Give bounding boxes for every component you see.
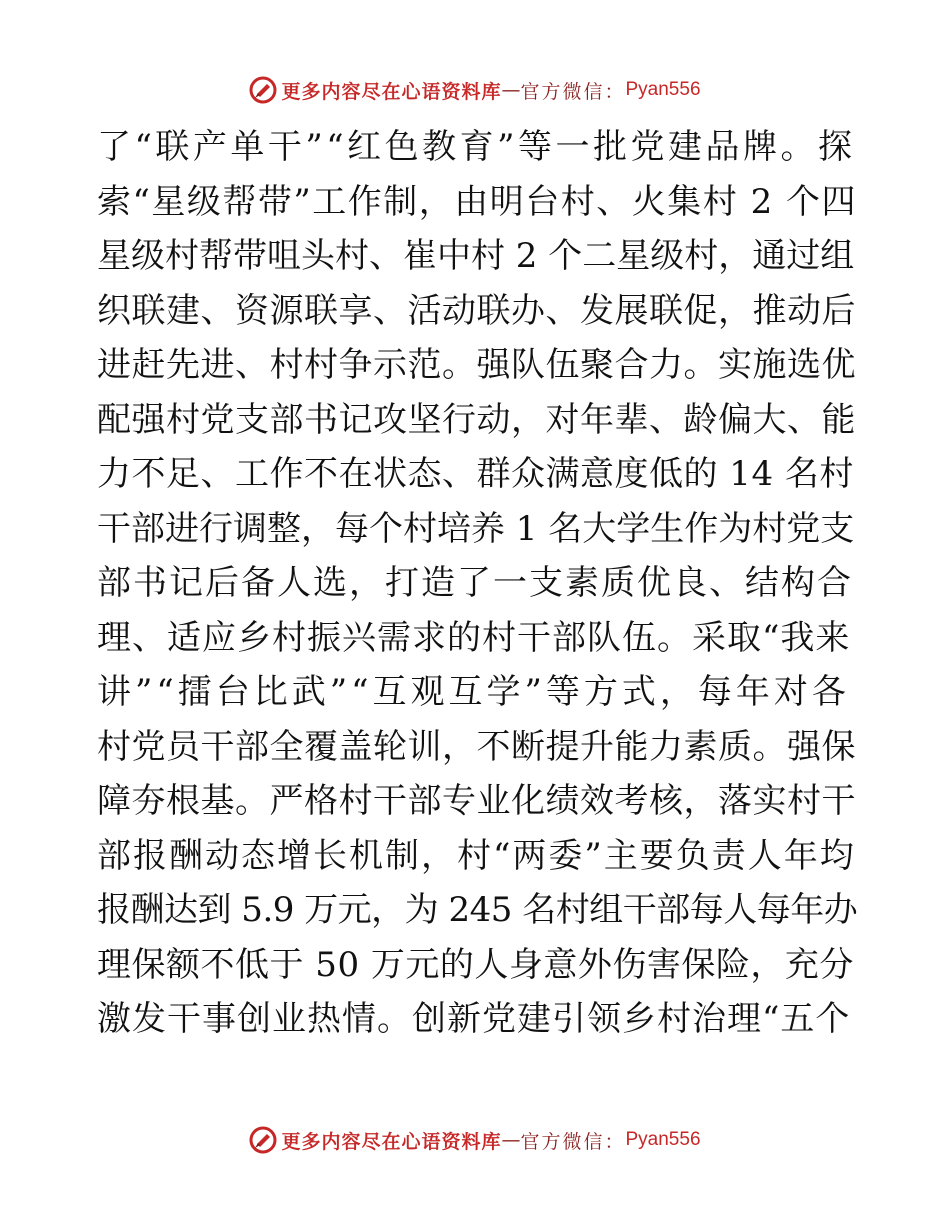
text-line: 理保额不低于 50 万元的人身意外伤害保险，充分 (97, 944, 854, 985)
watermark-main-text: 更多内容尽在心语资料库 (281, 1130, 502, 1153)
watermark-sub-text: 官方微信： (520, 1130, 626, 1153)
text-line: 了“联产单干”“红色教育”等一批党建品牌。探 (97, 127, 856, 167)
text-line: 进赶先进、村村争示范。强队伍聚合力。实施选优 (97, 345, 856, 385)
text-line: 部书记后备人选，打造了一支素质优良、结构合 (97, 563, 853, 603)
watermark-main-text: 更多内容尽在心语资料库 (281, 80, 502, 103)
header-watermark (0, 70, 950, 110)
document-body (97, 120, 857, 1047)
text-line: 激发干事创业热情。创新党建引领乡村治理“五个 (97, 999, 851, 1039)
text-line: 讲”“擂台比武”“互观互学”等方式，每年对各 (97, 672, 850, 712)
watermark-wechat-id: Pyan556 (625, 1129, 701, 1150)
text-line: 报酬达到 5.9 万元，为 245 名村组干部每人每年办 (97, 890, 858, 930)
text-line: 配强村党支部书记攻坚行动，对年辈、龄偏大、能 (97, 399, 856, 440)
text-line: 村党员干部全覆盖轮训，不断提升能力素质。强保 (97, 726, 856, 767)
watermark-separator: — (501, 79, 521, 101)
text-line: 障夯根基。严格村干部专业化绩效考核，落实村干 (97, 781, 856, 821)
text-line: 织联建、资源联享、活动联办、发展联促，推动后 (97, 290, 856, 331)
logo-icon (249, 76, 277, 104)
text-line: 干部进行调整，每个村培养 1 名大学生作为村党支 (97, 508, 855, 549)
text-line: 理、适应乡村振兴需求的村干部队伍。采取“我来 (97, 617, 851, 658)
text-line: 索“星级帮带”工作制，由明台村、火集村 2 个四 (97, 181, 858, 222)
footer-watermark (0, 1120, 950, 1160)
text-line: 力不足、工作不在状态、群众满意度低的 14 名村 (97, 454, 854, 494)
text-line: 部报酬动态增长机制，村“两委”主要负责人年均 (97, 835, 856, 876)
watermark-separator: — (501, 1129, 521, 1151)
watermark-sub-text: 官方微信： (520, 80, 626, 103)
text-line: 星级村帮带咀头村、崔中村 2 个二星级村，通过组 (97, 236, 855, 276)
logo-icon (249, 1126, 277, 1154)
watermark-wechat-id: Pyan556 (625, 79, 701, 100)
